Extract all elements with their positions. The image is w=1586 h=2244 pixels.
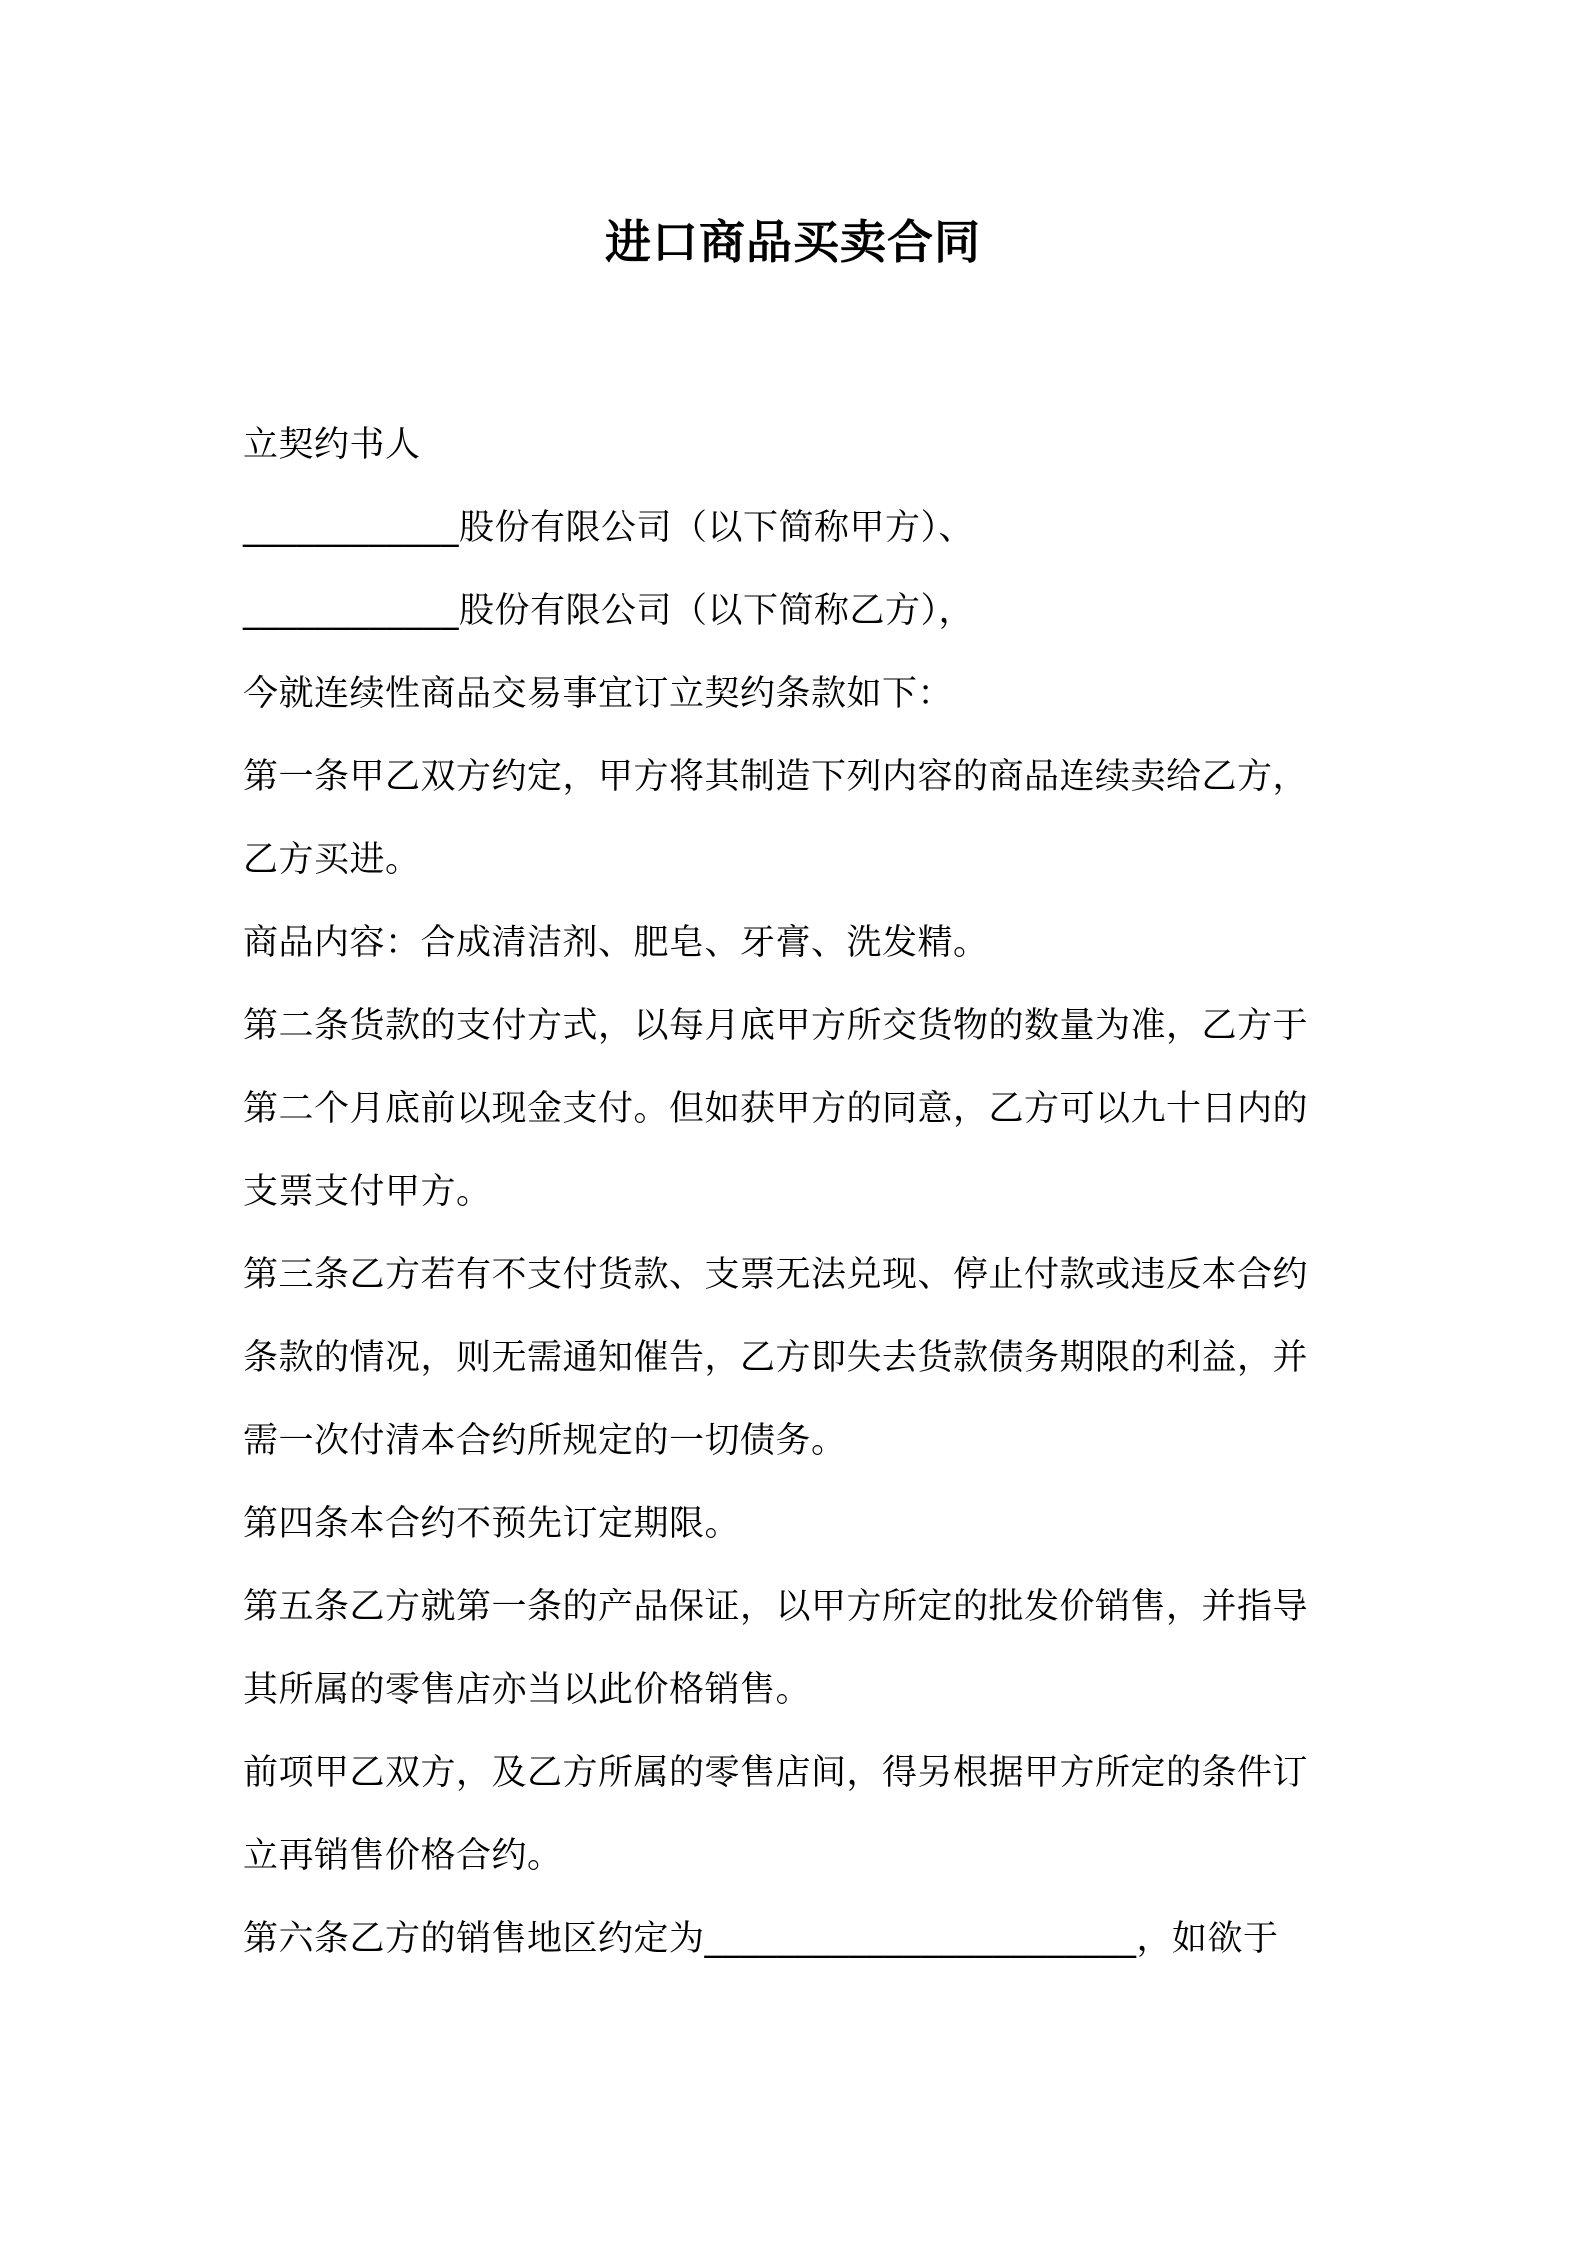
- contract-line-article-5-para-2: 前项甲乙双方，及乙方所属的零售店间，得另根据甲方所定的条件订: [243, 1753, 1309, 1793]
- contract-line-article-5: 第五条乙方就第一条的产品保证，以甲方所定的批发价销售，并指导: [243, 1587, 1309, 1627]
- contract-line-article-6: 第六条乙方的销售地区约定为________________________，如欲于: [243, 1919, 1279, 1959]
- contract-line-parties-heading: 立契约书人: [243, 425, 421, 465]
- contract-line-article-1-cont: 乙方买进。: [243, 840, 421, 880]
- contract-line-article-2: 第二条货款的支付方式，以每月底甲方所交货物的数量为准，乙方于: [243, 1006, 1309, 1046]
- contract-line-party-a: ____________股份有限公司（以下简称甲方）、: [243, 508, 975, 548]
- contract-line-preamble: 今就连续性商品交易事宜订立契约条款如下：: [243, 674, 954, 714]
- contract-line-goods: 商品内容：合成清洁剂、肥皂、牙膏、洗发精。: [243, 923, 989, 963]
- contract-body: [243, 404, 1363, 1981]
- contract-line-article-5-para-2-end: 立再销售价格合约。: [243, 1836, 563, 1876]
- contract-line-article-3-cont: 条款的情况，则无需通知催告，乙方即失去货款债务期限的利益，并: [243, 1338, 1309, 1378]
- contract-line-article-1: 第一条甲乙双方约定，甲方将其制造下列内容的商品连续卖给乙方，: [243, 757, 1309, 797]
- contract-line-party-b: ____________股份有限公司（以下简称乙方），: [243, 591, 975, 631]
- contract-line-article-2-end: 支票支付甲方。: [243, 1172, 492, 1212]
- document-title: 进口商品买卖合同: [605, 215, 981, 269]
- contract-line-article-3: 第三条乙方若有不支付货款、支票无法兑现、停止付款或违反本合约: [243, 1255, 1309, 1295]
- contract-line-article-3-end: 需一次付清本合约所规定的一切债务。: [243, 1421, 847, 1461]
- contract-line-article-5-cont: 其所属的零售店亦当以此价格销售。: [243, 1670, 812, 1710]
- contract-line-article-4: 第四条本合约不预先订定期限。: [243, 1504, 741, 1544]
- contract-line-article-2-cont: 第二个月底前以现金支付。但如获甲方的同意，乙方可以九十日内的: [243, 1089, 1309, 1129]
